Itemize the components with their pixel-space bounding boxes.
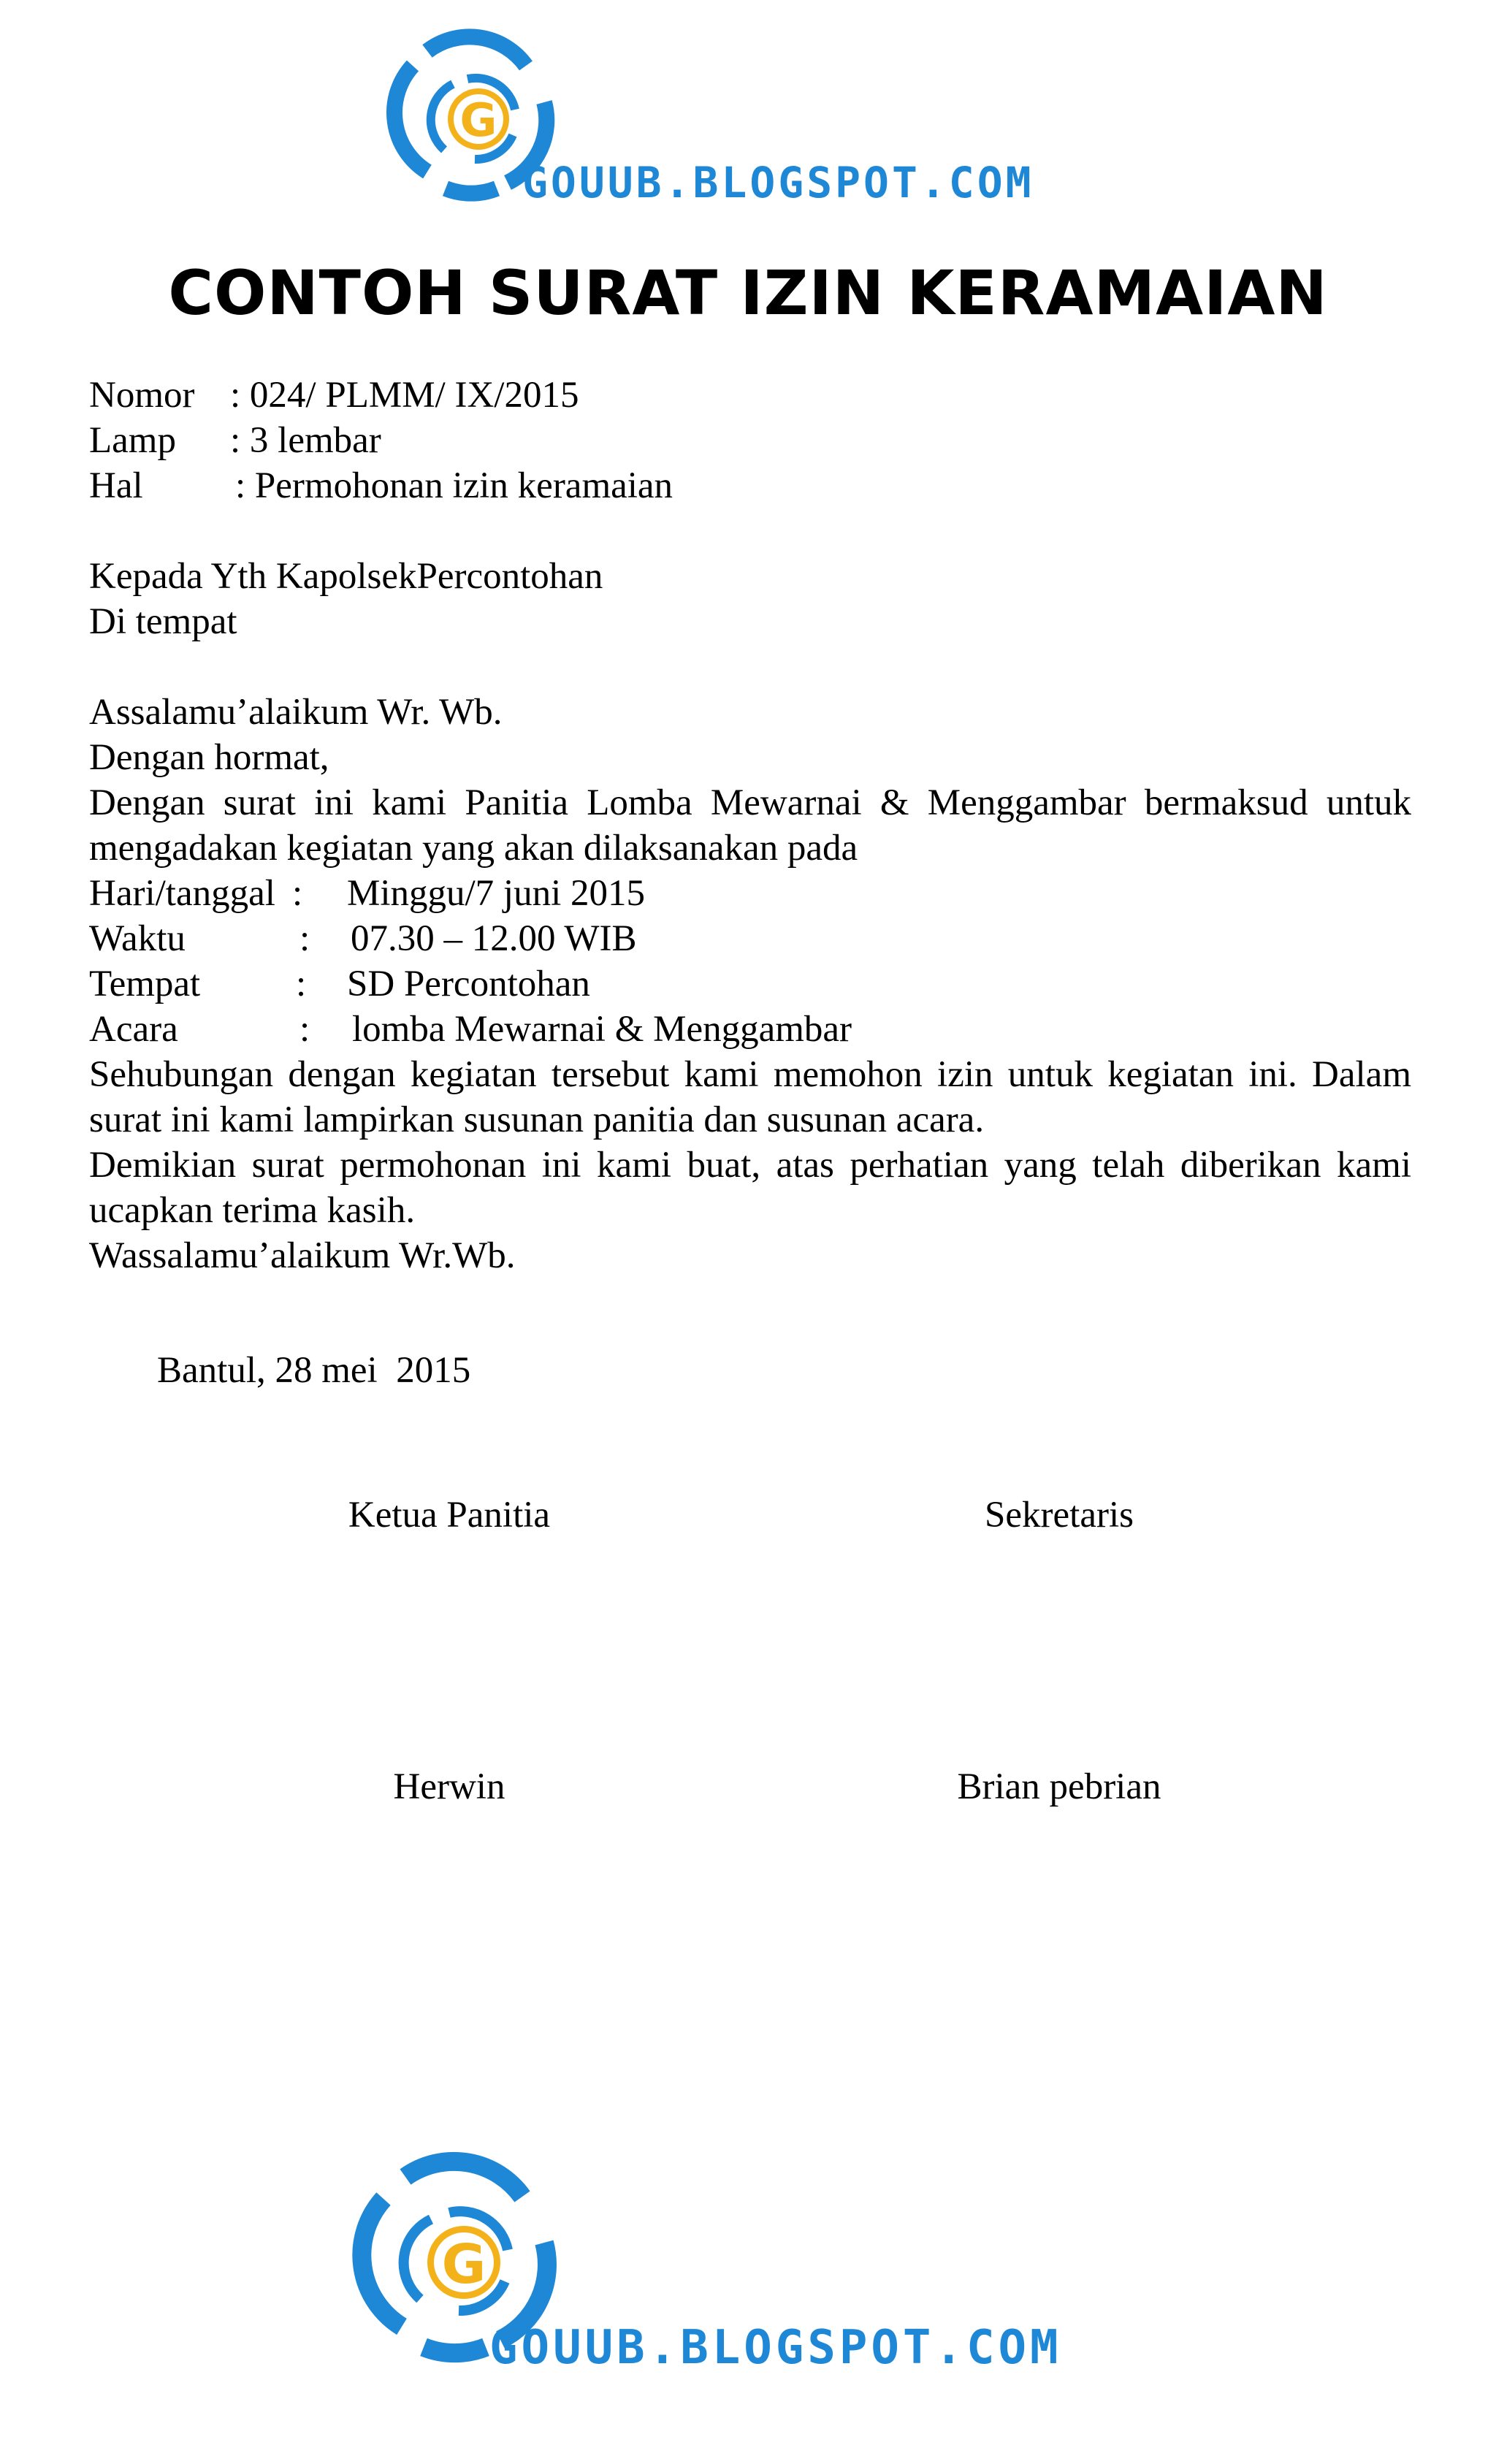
opening: Dengan hormat,: [89, 737, 329, 778]
detail-label-place: Tempat: [89, 964, 201, 1004]
nomor-label: Nomor: [89, 375, 195, 416]
paragraph-permission-text: Sehubungan dengan kegiatan tersebut kami memohon izin untuk kegiatan ini. Dalam surat ini kami lampirkan susunan panitia dan susunan acara.: [89, 1054, 1411, 1140]
nomor-value: : 024/ PLMM/ IX/2015: [230, 375, 579, 416]
paragraph-closing-text: Demikian surat permohonan ini kami buat, atas perhatian yang telah diberikan kami ucapkan terima kasih.: [89, 1145, 1411, 1231]
blog-logo-top: [358, 22, 1081, 212]
detail-value-date: Minggu/7 juni 2015: [347, 873, 646, 914]
signature-name-chair: Herwin: [393, 1766, 505, 1807]
place-date: Bantul, 28 mei 2015: [157, 1350, 471, 1391]
blog-logo-icon-bottom: [325, 2144, 1092, 2378]
greeting: Assalamu’alaikum Wr. Wb.: [89, 692, 503, 733]
detail-sep-place: :: [296, 964, 307, 1004]
detail-sep-event: :: [299, 1009, 310, 1050]
detail-value-event: lomba Mewarnai & Menggambar: [352, 1009, 852, 1050]
logo-wordmark-bottom-text: GOUUB.BLOGSPOT.COM: [489, 2321, 1062, 2375]
detail-label-event: Acara: [89, 1009, 178, 1050]
logo-wordmark: [522, 158, 1034, 207]
signature-role-secretary: Sekretaris: [985, 1495, 1134, 1536]
lamp-value: : 3 lembar: [230, 420, 381, 461]
signature-name-secretary: Brian pebrian: [957, 1766, 1161, 1807]
logo-letter-bottom: G: [441, 2233, 486, 2296]
detail-sep-date: :: [292, 873, 303, 914]
detail-value-time: 07.30 – 12.00 WIB: [351, 918, 637, 959]
paragraph-closing: [89, 1143, 1411, 1233]
logo-letter: G: [459, 94, 497, 147]
closing-salutation: Wassalamu’alaikum Wr.Wb.: [89, 1235, 516, 1276]
document-title: CONTOH SURAT IZIN KERAMAIAN: [168, 257, 1328, 329]
hal-label: Hal: [89, 465, 143, 506]
paragraph-permission: [89, 1052, 1411, 1143]
signature-role-chair: Ketua Panitia: [348, 1495, 551, 1536]
intro-text: Dengan surat ini kami Panitia Lomba Mewarnai & Menggambar bermaksud untuk mengadakan kegiatan yang akan dilaksanakan pada: [89, 782, 1411, 869]
blog-logo-bottom: [325, 2144, 1092, 2378]
blog-logo-icon: [358, 22, 1081, 212]
intro-paragraph: [89, 780, 1411, 871]
logo-wordmark-text: GOUUB.BLOGSPOT.COM: [522, 158, 1034, 207]
hal-value: : Permohonan izin keramaian: [235, 465, 673, 506]
recipient-line: Kepada Yth KapolsekPercontohan: [89, 556, 603, 597]
detail-label-time: Waktu: [89, 918, 186, 959]
detail-value-place: SD Percontohan: [347, 964, 590, 1004]
detail-label-date: Hari/tanggal: [89, 873, 275, 914]
logo-wordmark-bottom: [489, 2321, 1062, 2375]
recipient-place: Di tempat: [89, 601, 237, 642]
detail-sep-time: :: [299, 918, 310, 959]
lamp-label: Lamp: [89, 420, 176, 461]
